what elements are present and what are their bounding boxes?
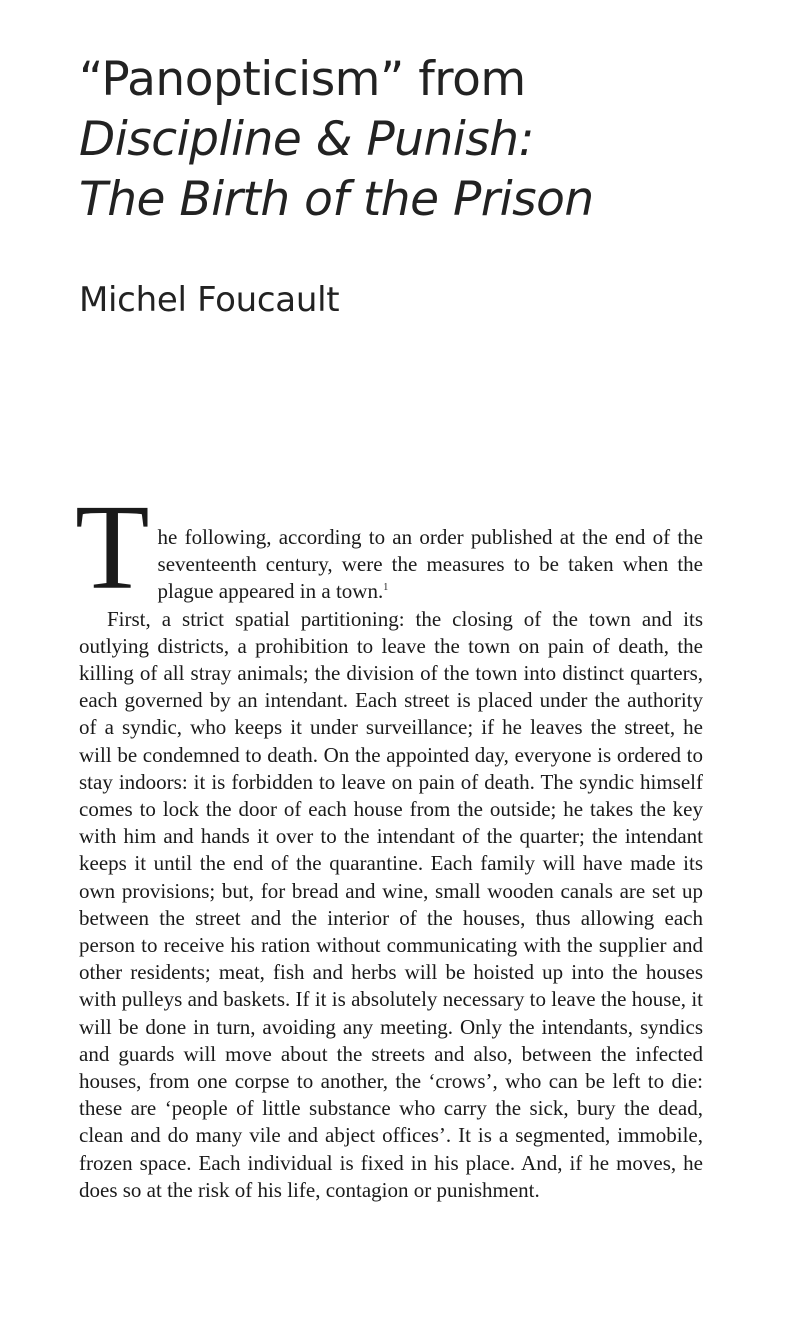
body-text bbox=[75, 480, 703, 1204]
title-line-1: “Panopticism” from bbox=[79, 52, 526, 107]
author-name: Michel Foucault bbox=[79, 280, 340, 320]
chapter-title bbox=[79, 50, 739, 230]
title-line-2: Discipline & Punish: bbox=[79, 112, 534, 167]
title-line-3: The Birth of the Prison bbox=[79, 172, 594, 227]
lead-paragraph-text: he following, according to an order published at the end of the seventeenth century, were the measures to be taken when the plague appeared in a town. bbox=[157, 525, 703, 604]
lead-paragraph bbox=[75, 480, 703, 615]
paragraph-2: First, a strict spatial partitioning: the closing of the town and its outlying districts, a prohibition to leave the town on pain of death, the killing of all stray animals; the division of the town into distinct quarters, each governed by an intendant. Each street is placed under the authority of a syndic, who keeps it under surveillance; if he leaves the street, he will be condemned to death. On the appointed day, everyone is ordered to stay indoors: it is forbidden to leave on pain of death. The syndic himself comes to lock the door of each house from the outside; he takes the key with him and hands it over to the intendant of the quarter; the intendant keeps it until the end of the quarantine. Each family will have made its own provisions; but, for bread and wine, small wooden canals are set up between the street and the interior of the houses, thus allowing each person to receive his ration without communicating with the supplier and other residents; meat, fish and herbs will be hoisted up into the houses with pulleys and baskets. If it is absolutely necessary to leave the house, it will be done in turn, avoiding any meeting. Only the intendants, syndics and guards will move about the streets and also, between the infected houses, from one corpse to another, the ‘crows’, who can be left to die: these are ‘people of little substance who carry the sick, bury the dead, clean and do many vile and abject offices’. It is a segmented, immobile, frozen space. Each individual is fixed in his place. And, if he moves, he does so at the risk of his life, contagion or punishment. bbox=[79, 606, 703, 1202]
footnote-marker: 1 bbox=[383, 582, 389, 594]
drop-cap: T bbox=[75, 480, 150, 615]
